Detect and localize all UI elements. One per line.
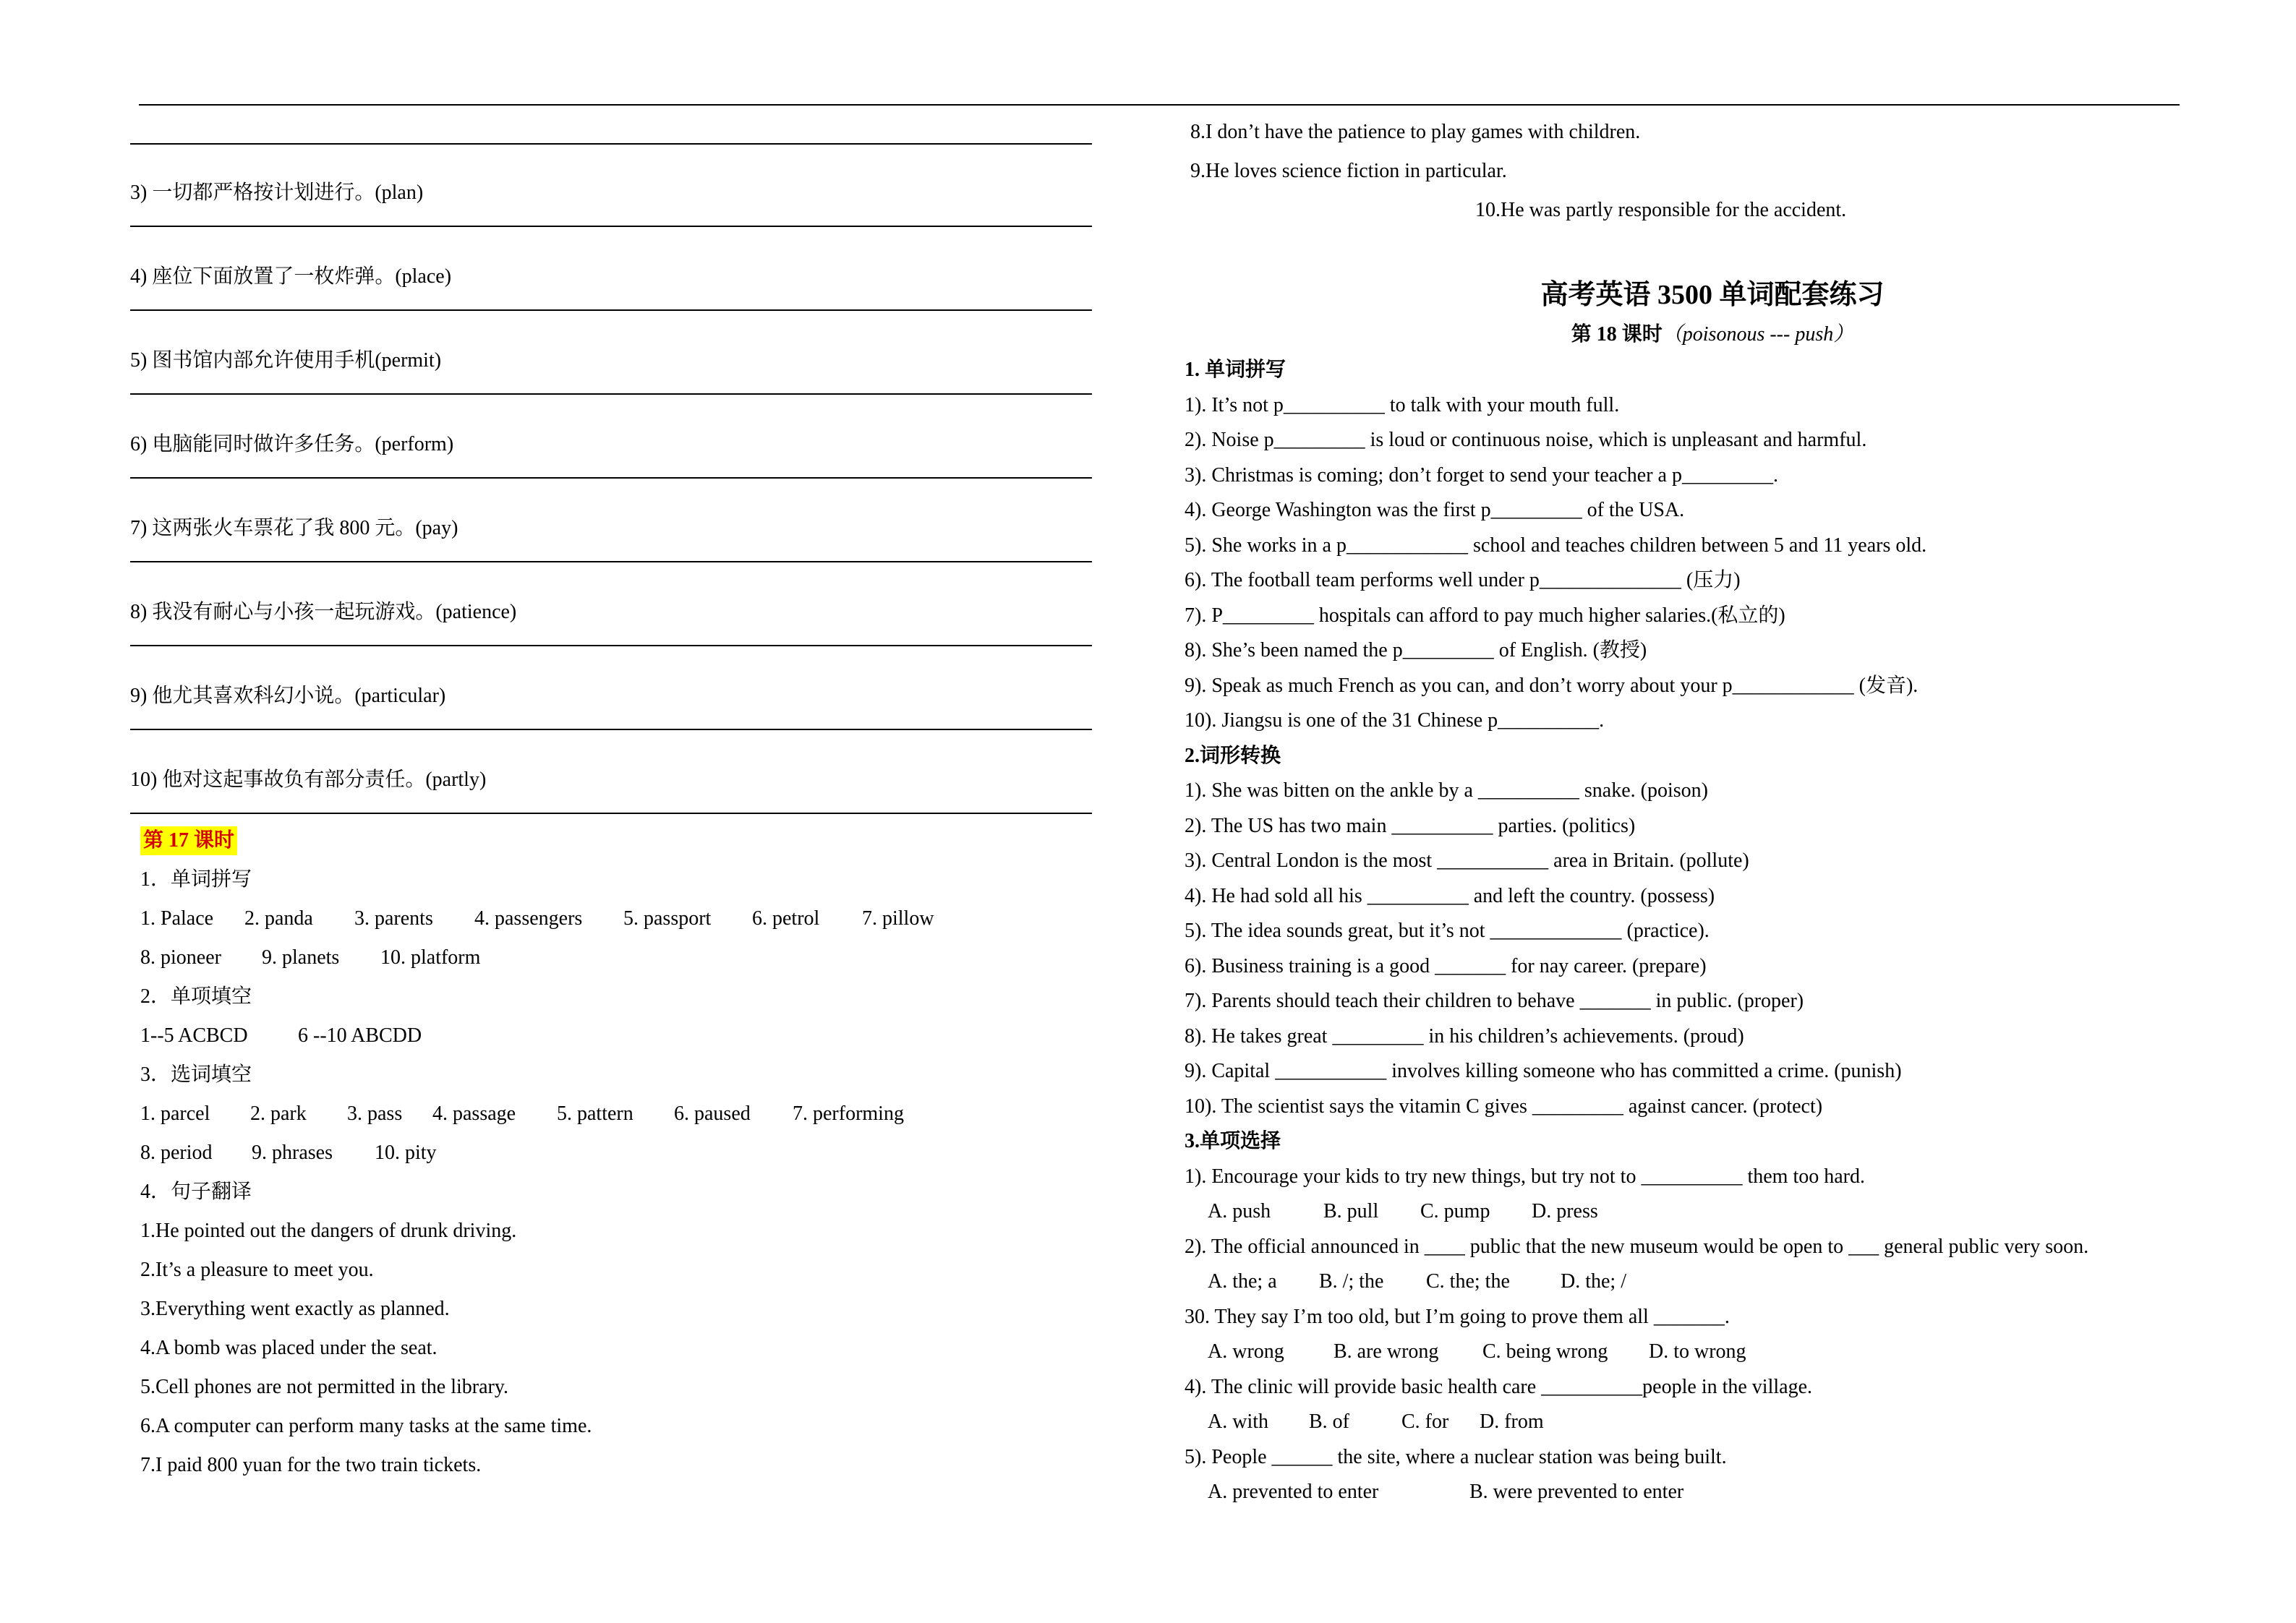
- answer-sentence: 3.Everything went exactly as planned.: [140, 1298, 450, 1320]
- question: 1). Encourage your kids to try new things, but try not to __________ them too hard.: [1185, 1165, 1865, 1188]
- answer-row: [140, 1016, 1080, 1055]
- option: D. from: [1480, 1410, 1544, 1433]
- answer-cell: 9. phrases: [252, 1142, 333, 1164]
- question: 1). It’s not p__________ to talk with your mouth full.: [1185, 393, 1620, 416]
- question: 2). The US has two main __________ parties. (politics): [1185, 814, 1636, 837]
- option: A. with: [1208, 1410, 1268, 1433]
- question: 10). The scientist says the vitamin C gives _________ against cancer. (protect): [1185, 1095, 1823, 1118]
- translation-prompt: 8) 我没有耐心与小孩一起玩游戏。(patience): [130, 601, 517, 623]
- question: 3). Christmas is coming; don’t forget to send your teacher a p_________.: [1185, 463, 1778, 487]
- answer-cell: 10. pity: [375, 1142, 437, 1164]
- answer-cell: 4. passengers: [474, 907, 583, 930]
- translation-item: [130, 311, 1092, 395]
- option: B. /; the: [1319, 1270, 1384, 1293]
- section-title: 3.单项选择: [1185, 1130, 1281, 1152]
- question: 4). George Washington was the first p_________ of the USA.: [1185, 499, 1685, 521]
- answer-cell: 8. pioneer: [140, 946, 221, 969]
- translation-prompt: 9) 他尤其喜欢科幻小说。(particular): [130, 685, 446, 707]
- question: 2). Noise p_________ is loud or continuous noise, which is unpleasant and harmful.: [1185, 429, 1867, 451]
- answer-cell: 6. petrol: [752, 907, 820, 930]
- answer-sentence: 5.Cell phones are not permitted in the library.: [140, 1376, 509, 1398]
- question: 1). She was bitten on the ankle by a __________ snake. (poison): [1185, 779, 1708, 802]
- answer-cell: 2. panda: [244, 907, 313, 930]
- translation-prompt: 10) 他对这起事故负有部分责任。(partly): [130, 768, 487, 791]
- question: 3). Central London is the most ___________ area in Britain. (pollute): [1185, 849, 1749, 872]
- translation-item: [130, 143, 1092, 227]
- answer-cell: 7. pillow: [862, 907, 934, 930]
- answer-cell: 1. parcel: [140, 1102, 210, 1125]
- answer-cell: 2. park: [250, 1102, 307, 1125]
- question: 9). Capital ___________ involves killing someone who has committed a crime. (punish): [1185, 1060, 1902, 1082]
- option: C. the; the: [1426, 1270, 1510, 1293]
- option: A. prevented to enter: [1208, 1481, 1379, 1503]
- translation-prompt: 4) 座位下面放置了一枚炸弹。(place): [130, 265, 452, 288]
- option: D. press: [1532, 1200, 1598, 1222]
- section-title: 2．单项填空: [140, 985, 252, 1008]
- answer-row: [140, 1095, 1080, 1134]
- section-title: 2.词形转换: [1185, 744, 1281, 767]
- option: C. for: [1401, 1410, 1449, 1433]
- translation-prompt: 3) 一切都严格按计划进行。(plan): [130, 181, 424, 204]
- answer-sentence: 9.He loves science fiction in particular.: [1190, 160, 1507, 182]
- translation-item: [130, 479, 1092, 562]
- option: A. push: [1208, 1200, 1271, 1222]
- answer-sentence: 6.A computer can perform many tasks at the same time.: [140, 1415, 592, 1437]
- answer-cell: 6. paused: [674, 1102, 751, 1125]
- translation-item: [130, 730, 1092, 814]
- translation-item: [130, 562, 1092, 646]
- question: 30. They say I’m too old, but I’m going to prove them all _______.: [1185, 1305, 1730, 1328]
- options-row: [1185, 1335, 2240, 1370]
- option: D. the; /: [1561, 1270, 1626, 1293]
- option: B. of: [1309, 1410, 1349, 1433]
- right-column: [1185, 113, 2240, 1510]
- page-title: 高考英语 3500 单词配套练习: [1540, 280, 1885, 310]
- answer-row: [140, 938, 1080, 977]
- answer-cell: 1--5 ACBCD: [140, 1024, 248, 1047]
- answer-sentence: 4.A bomb was placed under the seat.: [140, 1337, 438, 1359]
- answer-cell: 5. passport: [623, 907, 712, 930]
- option: C. being wrong: [1482, 1340, 1608, 1363]
- option: A. wrong: [1208, 1340, 1284, 1363]
- answer-cell: 5. pattern: [557, 1102, 633, 1125]
- question: 6). The football team performs well under p______________ (压力): [1185, 569, 1741, 591]
- answer-row: [140, 1134, 1080, 1173]
- question: 8). She’s been named the p_________ of English. (教授): [1185, 639, 1647, 661]
- answer-cell: 10. platform: [380, 946, 481, 969]
- section-title: 1. 单词拼写: [1185, 359, 1286, 381]
- options-row: [1185, 1264, 2240, 1300]
- answer-sentence: 2.It’s a pleasure to meet you.: [140, 1259, 374, 1281]
- answer-cell: 1. Palace: [140, 907, 214, 930]
- question: 6). Business training is a good _______ for nay career. (prepare): [1185, 954, 1707, 977]
- header-rule: [139, 104, 2180, 106]
- question: 7). P_________ hospitals can afford to pay much higher salaries.(私立的): [1185, 604, 1785, 627]
- question: 5). She works in a p____________ school and teaches children between 5 and 11 years old.: [1185, 534, 1927, 557]
- question: 5). People ______ the site, where a nuclear station was being built.: [1185, 1445, 1727, 1468]
- option: C. pump: [1420, 1200, 1490, 1222]
- answer-sentence: 1.He pointed out the dangers of drunk driving.: [140, 1220, 517, 1242]
- translation-item: [130, 395, 1092, 479]
- answer-sentence: 8.I don’t have the patience to play games with children.: [1190, 121, 1641, 143]
- translation-prompt: 7) 这两张火车票花了我 800 元。(pay): [130, 517, 458, 539]
- options-row: [1185, 1405, 2240, 1440]
- question: 4). The clinic will provide basic health care __________people in the village.: [1185, 1375, 1812, 1398]
- answer-row: [140, 899, 1080, 938]
- translation-item: [130, 646, 1092, 730]
- word-range: （poisonous --- push）: [1662, 323, 1854, 346]
- option: B. were prevented to enter: [1469, 1481, 1684, 1503]
- options-row: [1185, 1194, 2240, 1230]
- lesson-heading-row: [140, 821, 1080, 860]
- question: 9). Speak as much French as you can, and don’t worry about your p____________ (发音).: [1185, 674, 1919, 697]
- answer-cell: 3. pass: [347, 1102, 403, 1125]
- answer-cell: 9. planets: [262, 946, 340, 969]
- translation-item: [130, 227, 1092, 311]
- section-title: 1．单词拼写: [140, 868, 252, 891]
- question: 8). He takes great _________ in his children’s achievements. (proud): [1185, 1024, 1744, 1048]
- answer-sentence: 7.I paid 800 yuan for the two train tickets.: [140, 1454, 482, 1476]
- answer-cell: 8. period: [140, 1142, 213, 1164]
- question: 7). Parents should teach their children to behave _______ in public. (proper): [1185, 990, 1804, 1012]
- answer-cell: 3. parents: [354, 907, 433, 930]
- translation-prompt: 6) 电脑能同时做许多任务。(perform): [130, 433, 454, 455]
- options-row: [1185, 1475, 2240, 1510]
- section-title: 4．句子翻译: [140, 1181, 252, 1203]
- question: 4). He had sold all his __________ and left the country. (possess): [1185, 884, 1715, 907]
- question: 2). The official announced in ____ public that the new museum would be open to ___ general public very soon.: [1185, 1235, 2089, 1258]
- lesson-subtitle: [1185, 317, 2240, 353]
- lesson-number: 第 18 课时: [1571, 323, 1663, 346]
- answer-line: [130, 813, 1092, 814]
- answer-cell: 4. passage: [432, 1102, 516, 1125]
- answer-sentence: 10.He was partly responsible for the accident.: [1475, 199, 1847, 221]
- option: A. the; a: [1208, 1270, 1277, 1293]
- question: 10). Jiangsu is one of the 31 Chinese p__________.: [1185, 709, 1605, 732]
- section-title: 3．选词填空: [140, 1063, 252, 1086]
- answer-cell: 7. performing: [793, 1102, 904, 1125]
- option: D. to wrong: [1649, 1340, 1746, 1363]
- translation-prompt: 5) 图书馆内部允许使用手机(permit): [130, 349, 442, 372]
- answer-cell: 6 --10 ABCDD: [298, 1024, 422, 1047]
- answer-key: [140, 821, 1080, 1485]
- lesson-17-heading: 第 17 课时: [140, 826, 237, 855]
- option: B. pull: [1323, 1200, 1379, 1222]
- question: 5). The idea sounds great, but it’s not _____________ (practice).: [1185, 920, 1710, 942]
- option: B. are wrong: [1333, 1340, 1439, 1363]
